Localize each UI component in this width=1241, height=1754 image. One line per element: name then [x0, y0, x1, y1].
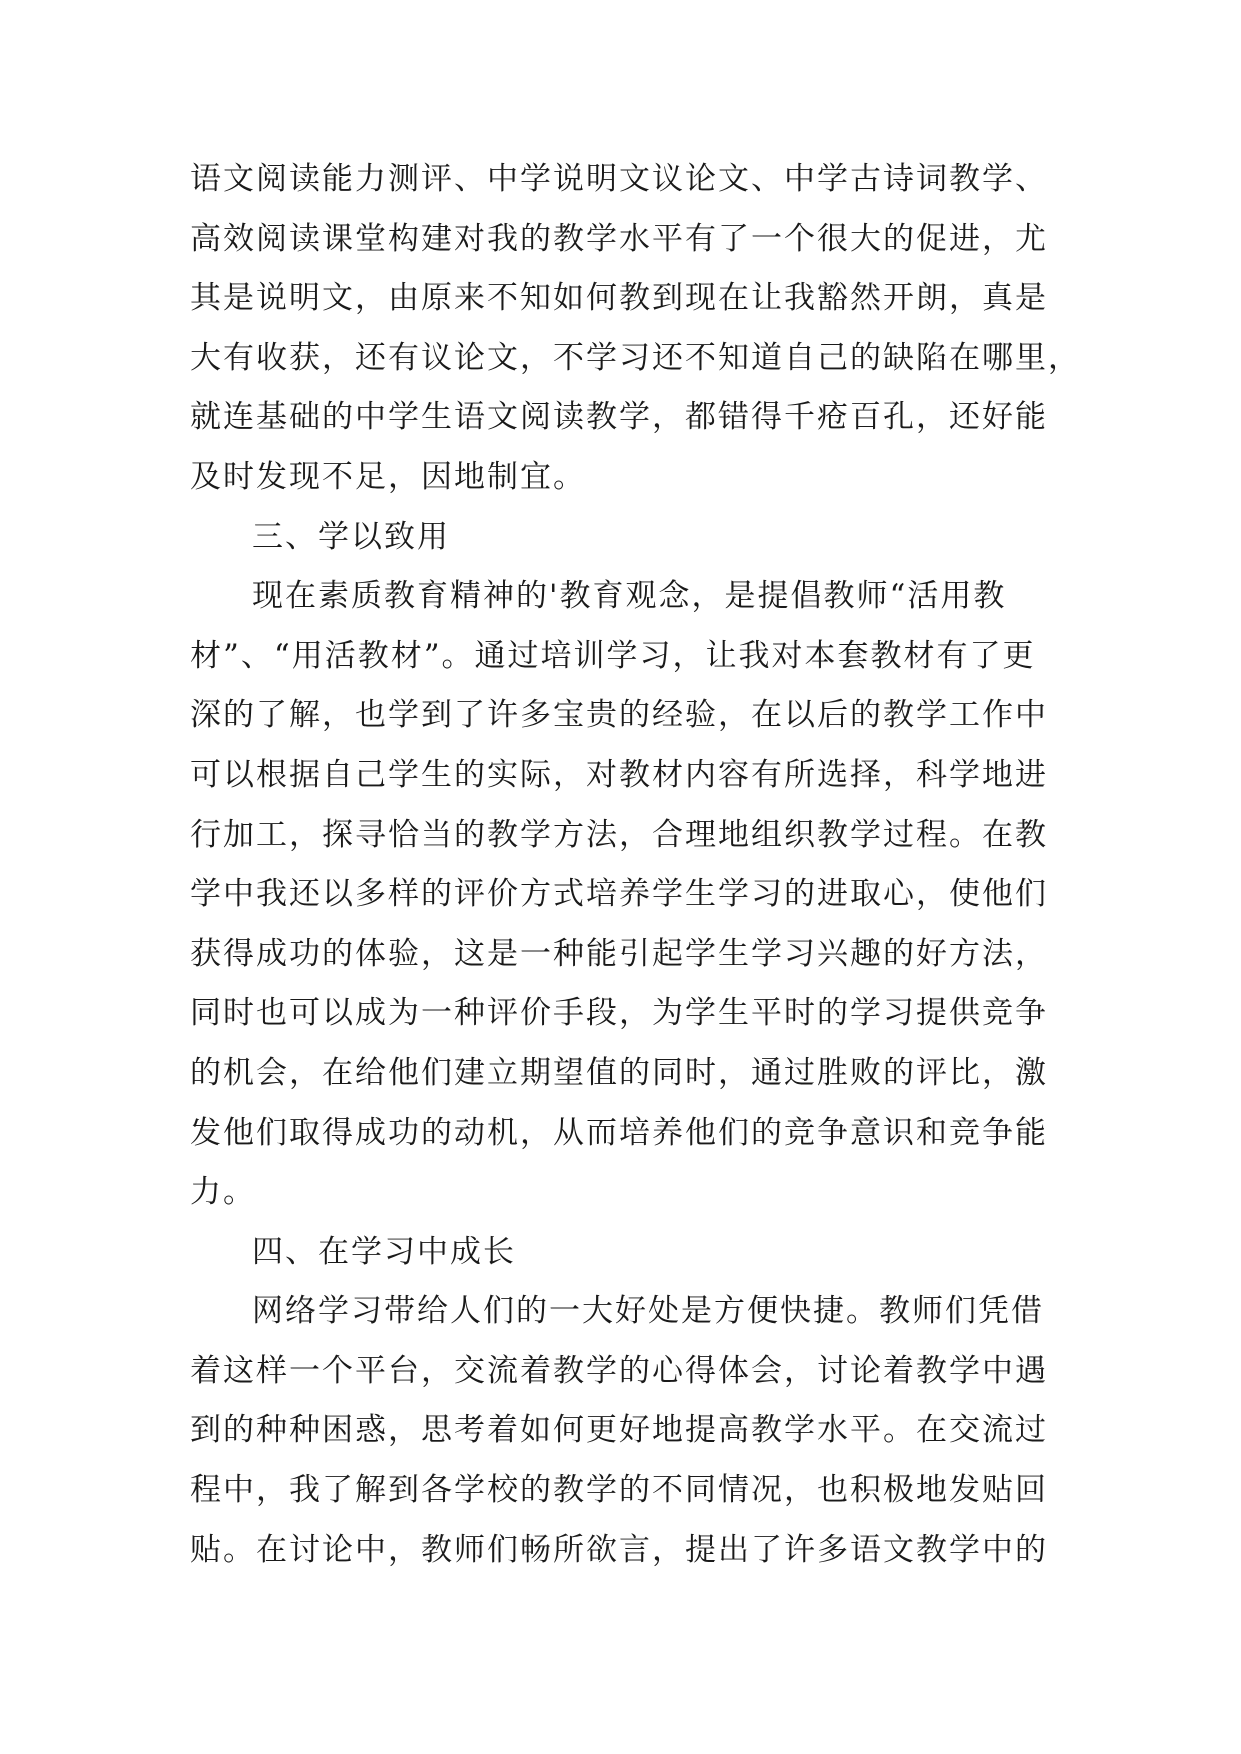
document-body [190, 159, 1081, 1589]
text-line: 到的种种困惑，思考着如何更好地提高教学水平。在交流过 [190, 1412, 1048, 1449]
text-line: 力。 [190, 1174, 256, 1211]
text-line: 可以根据自己学生的实际，对教材内容有所选择，科学地进 [190, 756, 1048, 793]
text-line: 深的了解，也学到了许多宝贵的经验，在以后的教学工作中 [190, 697, 1048, 734]
text-line: 发他们取得成功的动机，从而培养他们的竞争意识和竞争能 [190, 1114, 1048, 1151]
section-heading-3: 三、学以致用 [252, 518, 450, 555]
paragraph-first-line: 网络学习带给人们的一大好处是方便快捷。教师们凭借 [252, 1293, 1044, 1330]
text-line: 高效阅读课堂构建对我的教学水平有了一个很大的促进，尤 [190, 220, 1048, 257]
text-line: 大有收获，还有议论文，不学习还不知道自己的缺陷在哪里， [190, 339, 1081, 376]
text-line: 贴。在讨论中，教师们畅所欲言，提出了许多语文教学中的 [190, 1531, 1048, 1568]
text-line: 着这样一个平台，交流着教学的心得体会，讨论着教学中遇 [190, 1352, 1048, 1389]
text-line: 的机会，在给他们建立期望值的同时，通过胜败的评比，激 [190, 1054, 1048, 1091]
text-line: 及时发现不足，因地制宜。 [190, 458, 586, 495]
text-line: 材”、“用活教材”。通过培训学习，让我对本套教材有了更 [190, 637, 1036, 674]
text-line: 就连基础的中学生语文阅读教学，都错得千疮百孔，还好能 [190, 399, 1048, 436]
paragraph-first-line: 现在素质教育精神的'教育观念，是提倡教师“活用教 [252, 578, 1007, 615]
text-line: 获得成功的体验，这是一种能引起学生学习兴趣的好方法， [190, 935, 1048, 972]
text-line: 行加工，探寻恰当的教学方法，合理地组织教学过程。在教 [190, 816, 1048, 853]
text-line: 程中，我了解到各学校的教学的不同情况，也积极地发贴回 [190, 1472, 1048, 1509]
section-heading-4: 四、在学习中成长 [252, 1233, 516, 1270]
text-line: 其是说明文，由原来不知如何教到现在让我豁然开朗，真是 [190, 280, 1048, 317]
text-line: 语文阅读能力测评、中学说明文议论文、中学古诗词教学、 [190, 161, 1048, 197]
text-line: 同时也可以成为一种评价手段，为学生平时的学习提供竞争 [190, 995, 1048, 1032]
text-line: 学中我还以多样的评价方式培养学生学习的进取心，使他们 [190, 876, 1048, 913]
